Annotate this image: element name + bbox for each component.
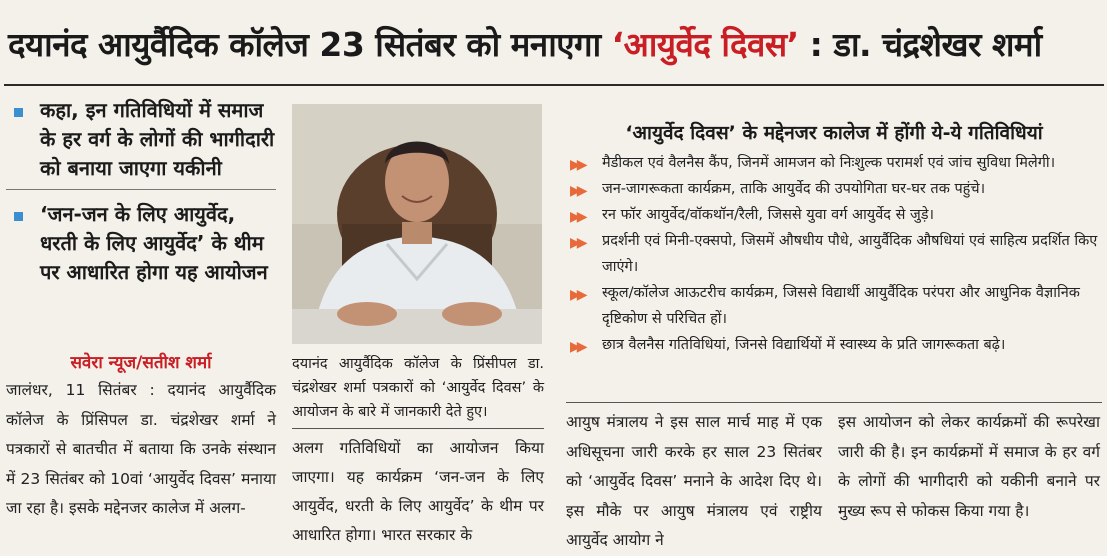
activity-text: प्रदर्शनी एवं मिनी-एक्सपो, जिसमें औषधीय पौधे, आयुर्वैदिक औषधियां एवं साहित्य प्रदर्शित किए जाएंगे। xyxy=(602,233,1098,275)
article-body-col2: अलग गतिविधियों का आयोजन किया जाएगा। यह कार्यक्रम ‘जन-जन के लिए आयुर्वेद, धरती के लिए आयुर्वेद’ के थीम पर आधारित होगा। भारत सरकार के xyxy=(292,439,544,544)
double-arrow-icon: ▶▶ xyxy=(570,235,584,251)
principal-photo xyxy=(292,104,542,344)
highlight-item xyxy=(6,96,276,183)
double-arrow-icon: ▶▶ xyxy=(570,287,584,303)
activities-rule xyxy=(566,402,1102,403)
caption-rule xyxy=(292,428,544,429)
activities-heading: ‘आयुर्वेद दिवस’ के मद्देनजर कालेज में होंगी ये-ये गतिविधियां xyxy=(625,122,1043,144)
principal-photo-illustration xyxy=(292,104,542,344)
highlights-column xyxy=(6,96,276,293)
activity-text: मैडीकल एवं वैलनैस कैंप, जिनमें आमजन को निःशुल्क परामर्श एवं जांच सुविधा मिलेगी। xyxy=(602,155,1056,171)
headline-part1: दयानंद आयुर्वैदिक कॉलेज 23 सितंबर को मनाएगा xyxy=(8,25,612,64)
article-body-col3: आयुष मंत्रालय ने इस साल मार्च माह में एक अधिसूचना जारी करके हर साल 23 सितंबर को ‘आयुर्वेद दिवस’ मनाने के आदेश दिए थे। इस मौके पर आयुष मंत्रालय एवं राष्ट्रीय आयुर्वेद आयोग ने xyxy=(566,413,822,549)
activity-text: जन-जागरूकता कार्यक्रम, ताकि आयुर्वेद की उपयोगिता घर-घर तक पहुंचे। xyxy=(602,181,986,197)
activity-item xyxy=(566,150,1100,176)
activity-item xyxy=(566,176,1100,202)
highlight-item xyxy=(6,200,276,287)
photo-caption: दयानंद आयुर्वैदिक कॉलेज के प्रिंसीपल डा. चंद्रशेखर शर्मा पत्रकारों को ‘आयुर्वेद दिवस’ के आयोजन के बारे में जानकारी देते हुए। xyxy=(292,356,544,420)
activity-item xyxy=(566,202,1100,228)
article-body-col1: जालंधर, 11 सितंबर : दयानंद आयुर्वैदिक कॉलेज के प्रिंसिपल डा. चंद्रशेखर शर्मा ने पत्रकारों से बातचीत में बताया कि उनके संस्थान में 23 सितंबर को 10वां ‘आयुर्वेद दिवस’ मनाया जा रहा है। इसके मद्देनजर कालेज में अलग- xyxy=(6,381,276,517)
activity-text: छात्र वैलनैस गतिविधियां, जिनसे विद्यार्थियों में स्वास्थ्य के प्रति जागरूकता बढ़े। xyxy=(602,337,1006,353)
activity-text: स्कूल/कॉलेज आऊटरीच कार्यक्रम, जिससे विद्यार्थी आयुर्वैदिक परंपरा और आधुनिक वैज्ञानिक दृष्टिकोण से परिचित हों। xyxy=(602,285,1080,327)
highlight-divider xyxy=(6,189,276,190)
highlight-text: ‘जन-जन के लिए आयुर्वेद, धरती के लिए आयुर्वेद’ के थीम पर आधारित होगा यह आयोजन xyxy=(40,202,268,284)
activity-item xyxy=(566,332,1100,358)
activities-list xyxy=(566,150,1100,358)
square-bullet-icon xyxy=(14,212,23,221)
highlight-text: कहा, इन गतिविधियों में समाज के हर वर्ग के लोगों की भागीदारी को बनाया जाएगा यकीनी xyxy=(40,98,275,180)
byline: सवेरा न्यूज/सतीश शर्मा xyxy=(70,353,212,373)
double-arrow-icon: ▶▶ xyxy=(570,157,584,173)
headline-part2: : डा. चंद्रशेखर शर्मा xyxy=(798,25,1042,64)
double-arrow-icon: ▶▶ xyxy=(570,183,584,199)
activity-item xyxy=(566,228,1100,280)
activity-text: रन फॉर आयुर्वेद/वॉकथॉन/रैली, जिससे युवा वर्ग आयुर्वेद से जुड़े। xyxy=(602,207,934,223)
article-body-col4: इस आयोजन को लेकर कार्यक्रमों की रूपरेखा जारी की है। इन कार्यक्रमों में समाज के हर वर्ग के लोगों की भागीदारी को यकीनी बनाने पर मुख्य रूप से फोकस किया गया है। xyxy=(838,413,1100,520)
headline-highlight: ‘आयुर्वेद दिवस’ xyxy=(611,25,799,64)
headline xyxy=(8,14,1100,76)
square-bullet-icon xyxy=(14,108,23,117)
double-arrow-icon: ▶▶ xyxy=(570,339,584,355)
headline-rule xyxy=(4,84,1104,86)
activity-item xyxy=(566,280,1100,332)
double-arrow-icon: ▶▶ xyxy=(570,209,584,225)
